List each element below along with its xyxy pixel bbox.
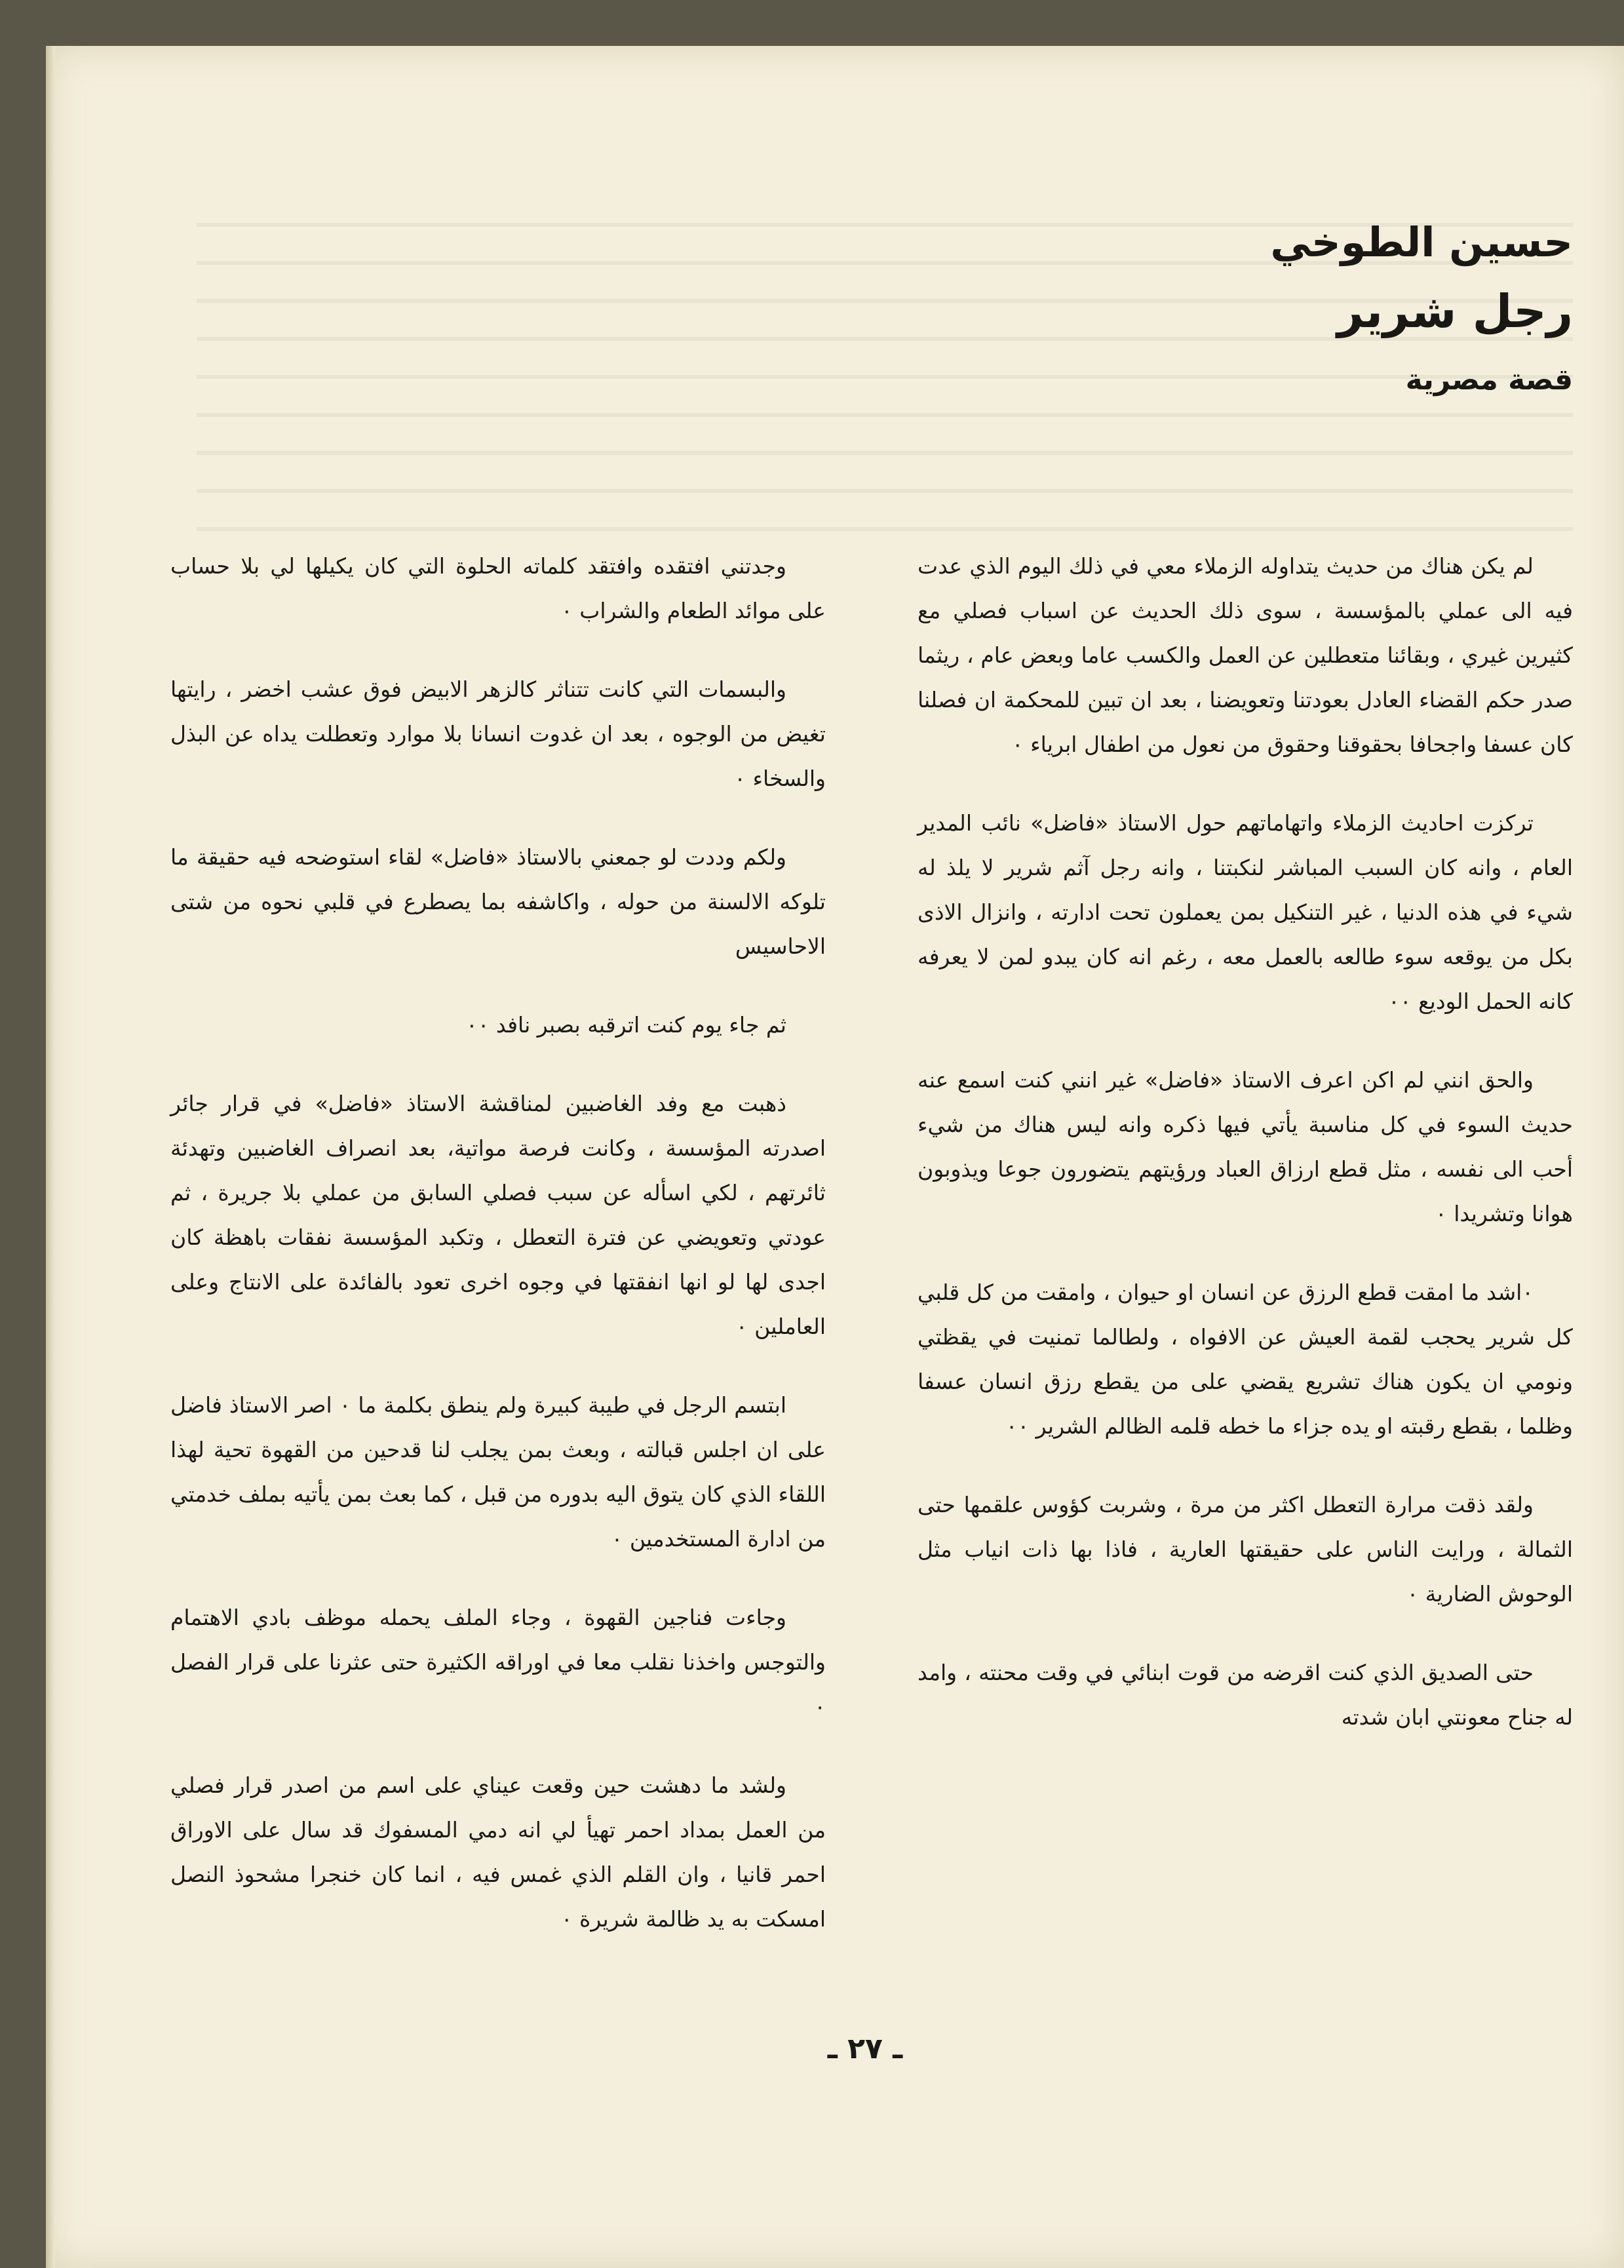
paragraph: ثم جاء يوم كنت اترقبه بصبر نافد ٠٠ xyxy=(465,1012,786,1038)
paragraph: حتى الصديق الذي كنت اقرضه من قوت ابنائي في وقت محنته ، وامد له جناح معونتي ابان شدته xyxy=(918,1660,1573,1730)
paragraph: ولكم وددت لو جمعني بالاستاذ «فاضل» لقاء استوضحه فيه حقيقة ما تلوكه الالسنة من حوله ، واكاشفه بما يصطرع في قلبي نحوه من شتى الاحاسيس xyxy=(170,844,826,959)
story-subtitle: قصة مصرية xyxy=(1405,363,1573,397)
story-title: رجل شرير xyxy=(1337,284,1573,338)
paragraph: تركزت احاديث الزملاء واتهاماتهم حول الاستاذ «فاضل» نائب المدير العام ، وانه كان السبب المباشر لنكبتنا ، وانه رجل آثم شرير لا يلذ له شيء في هذه الدنيا ، غير التنكيل بمن يعملون تحت ادارته ، وانزال الاذى بكل من يوقعه سوء طالعه بالعمل معه ، رغم انه كان يبدو لمن لا يعرفه كانه الحمل الوديع ٠٠ xyxy=(918,810,1573,1014)
text-column-left xyxy=(170,544,826,1976)
page-number: ـ ٢٧ ـ xyxy=(827,2032,903,2065)
paragraph: والحق انني لم اكن اعرف الاستاذ «فاضل» غير انني كنت اسمع عنه حديث السوء في كل مناسبة يأتي فيها ذكره وانه ليس هناك من شيء أحب الى نفسه ، مثل قطع ارزاق العباد ورؤيتهم يتضورون جوعا ويذوبون هوانا وتشريدا ٠ xyxy=(918,1067,1573,1226)
paragraph: لم يكن هناك من حديث يتداوله الزملاء معي في ذلك اليوم الذي عدت فيه الى عملي بالمؤسسة ، سوى ذلك الحديث عن اسباب فصلي مع كثيرين غيري ، وبقائنا متعطلين عن العمل والكسب عاما وبعض عام ، ريثما صدر حكم القضاء العادل بعودتنا وتعويضنا ، بعد ان تبين للمحكمة ان فصلنا كان عسفا واجحافا بحقوقنا وحقوق من نعول من اطفال ابرياء ٠ xyxy=(918,553,1573,757)
story-header xyxy=(963,190,1573,400)
paragraph: وجدتني افتقده وافتقد كلماته الحلوة التي كان يكيلها لي بلا حساب على موائد الطعام والشراب ٠ xyxy=(170,553,826,623)
paragraph: وجاءت فناجين القهوة ، وجاء الملف يحمله موظف بادي الاهتمام والتوجس واخذنا نقلب معا في اوراقه الكثيرة حتى عثرنا على قرار الفصل ٠ xyxy=(170,1605,826,1719)
author-name: حسين الطوخي xyxy=(1270,218,1573,266)
paragraph: ولقد ذقت مرارة التعطل اكثر من مرة ، وشربت كؤوس علقمها حتى الثمالة ، ورايت الناس على حقيقتها العارية ، فاذا بها ذات انياب مثل الوحوش الضارية ٠ xyxy=(918,1492,1573,1607)
text-column-right xyxy=(918,544,1573,1774)
paragraph: ولشد ما دهشت حين وقعت عيناي على اسم من اصدر قرار فصلي من العمل بمداد احمر تهيأ لي انه دمي المسفوك قد سال على الاوراق احمر قانيا ، وان القلم الذي غمس فيه ، انما كان خنجرا مشحوذ النصل امسكت به يد ظالمة شريرة ٠ xyxy=(170,1772,826,1932)
magazine-page xyxy=(46,46,1624,2268)
paragraph: ٠اشد ما امقت قطع الرزق عن انسان او حيوان ، وامقت من كل قلبي كل شرير يحجب لقمة العيش عن الافواه ، ولطالما تمنيت في يقظتي ونومي ان يكون هناك تشريع يقضي على من يقطع رزق انسان عسفا وظلما ، بقطع رقبته او يده جزاء ما خطه قلمه الظالم الشرير ٠٠ xyxy=(918,1280,1573,1439)
paragraph: والبسمات التي كانت تتناثر كالزهر الابيض فوق عشب اخضر ، رايتها تغيض من الوجوه ، بعد ان غدوت انسانا بلا موارد وتعطلت يداه عن البذل والسخاء ٠ xyxy=(170,676,826,791)
paragraph: ابتسم الرجل في طيبة كبيرة ولم ينطق بكلمة ما ٠ اصر الاستاذ فاضل على ان اجلس قبالته ، وبعث بمن يجلب لنا قدحين من القهوة تحية لهذا اللقاء الذي كان يتوق اليه بدوره من قبل ، كما بعث بمن يأتيه بملف خدمتي من ادارة المستخدمين ٠ xyxy=(170,1392,826,1552)
paragraph: ذهبت مع وفد الغاضبين لمناقشة الاستاذ «فاضل» في قرار جائر اصدرته المؤسسة ، وكانت فرصة مواتية، بعد انصراف الغاضبين وتهدئة ثائرتهم ، لكي اسأله عن سبب فصلي السابق من عملي بلا جريرة ، ثم عودتي وتعويضي عن فترة التعطل ، وتكبد المؤسسة نفقات باهظة كان اجدى لها لو انها انفقتها في وجوه اخرى تعود بالفائدة على الانتاج وعلى العاملين ٠ xyxy=(170,1091,826,1339)
